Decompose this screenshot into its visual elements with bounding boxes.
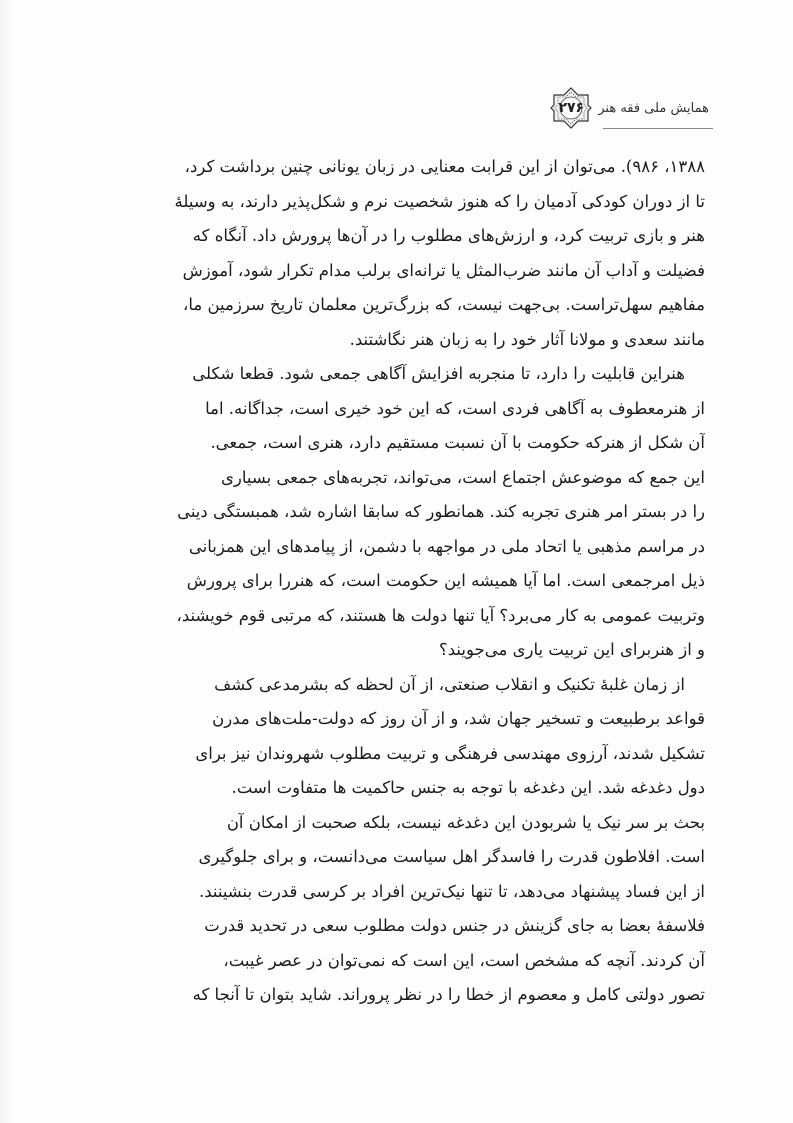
text-line: است. افلاطون قدرت را فاسدگر اهل سیاست می‌دانست، و برای جلوگیری [198, 847, 705, 866]
text-line: ذیل امرجمعی است. اما آیا همیشه این حکومت است، که هنررا برای پرورش [186, 571, 705, 590]
text-line: در مراسم مذهبی یا اتحاد ملی در مواجهه با دشمن، از پیامدهای این همزبانی [188, 536, 705, 556]
text-line: مانند سعدی و مولانا آثار خود را به زبان هنر نگاشتند. [349, 329, 705, 349]
page-number-badge [550, 87, 592, 129]
text-line: دول دغدغه شد. این دغدغه با توجه به جنس حاکمیت ها متفاوت است. [231, 778, 705, 797]
text-line: ۱۳۸۸، ۹۸۶). می‌توان از این قرابت معنایی در زبان یونانی چنین برداشت کرد، [184, 157, 705, 176]
running-title: همایش ملی فقه هنر [598, 100, 709, 116]
text-line: را در بستر امر هنری تجربه کند. همانطور که سابقا اشاره شد، همبستگی دینی [177, 502, 705, 521]
paragraph-3 [95, 668, 705, 1013]
text-line: تا از دوران کودکی آدمیان را که هنوز شخصیت نرم و شکل‌پذیر دارند، به وسیلهٔ [174, 191, 705, 211]
text-line: و از هنربرای این تربیت یاری می‌جویند؟ [439, 640, 705, 659]
text-line: هنراین قابلیت را دارد، تا منجربه افزایش آگاهی جمعی شود. قطعا شکلی [192, 364, 685, 383]
text-line: از هنرمعطوف به آگاهی فردی است، که این خود خیری است، جداگانه. اما [205, 398, 705, 418]
scan-edge-shadow [0, 0, 14, 1123]
text-line: هنر و بازی تربیت کرد، و ارزش‌های مطلوب را در آن‌ها پرورش داد. آنگاه که [192, 226, 705, 245]
text-line: فضیلت و آداب آن مانند ضرب‌المثل یا ترانه‌ای برلب مدام تکرار شود، آموزش [182, 260, 705, 280]
header-divider [603, 128, 713, 129]
body-text [95, 150, 705, 1013]
text-line: از این فساد پیشنهاد می‌دهد، تا تنها نیک‌ترین افراد بر کرسی قدرت بنشینند. [198, 881, 705, 901]
text-line: وتربیت عمومی به کار می‌برد؟ آیا تنها دولت ها هستند، که مرتبی قوم خویشند، [176, 605, 705, 625]
paragraph-1 [95, 150, 705, 357]
text-line: آن شکل از هنرکه حکومت با آن نسبت مستقیم دارد، هنری است، جمعی. [210, 433, 705, 452]
page-header [550, 88, 713, 128]
paragraph-2 [95, 357, 705, 668]
text-line: مفاهیم سهل‌تراست. بی‌جهت نیست، که بزرگ‌ترین معلمان تاریخ سرزمین ما، [183, 295, 705, 314]
page-number: ۲۷۶ [558, 100, 585, 116]
text-line: تشکیل شدند، آرزوی مهندسی فرهنگی و تربیت مطلوب شهروندان نیز برای [195, 743, 705, 763]
text-line: تصور دولتی کامل و معصوم از خطا را در نظر پروراند. شاید بتوان تا آنجا که [192, 985, 705, 1004]
text-line: قواعد برطبیعت و تسخیر جهان شد، و از آن روز که دولت-ملت‌های مدرن [212, 709, 705, 728]
text-line: این جمع که موضوعش اجتماع است، می‌تواند، تجربه‌های جمعی بسیاری [220, 467, 705, 487]
text-line: بحث بر سر نیک یا شربودن این دغدغه نیست، بلکه صحبت از امکان آن [226, 812, 705, 832]
text-line: فلاسفهٔ بعضا به جای گزینش در جنس دولت مطلوب سعی در تحدید قدرت [204, 916, 705, 935]
text-line: آن کردند. آنچه که مشخص است، این است که نمی‌توان در عصر غیبت، [223, 950, 705, 970]
text-line: از زمان غلبهٔ تکنیک و انقلاب صنعتی، از آن لحظه که بشرمدعی کشف [214, 674, 685, 694]
